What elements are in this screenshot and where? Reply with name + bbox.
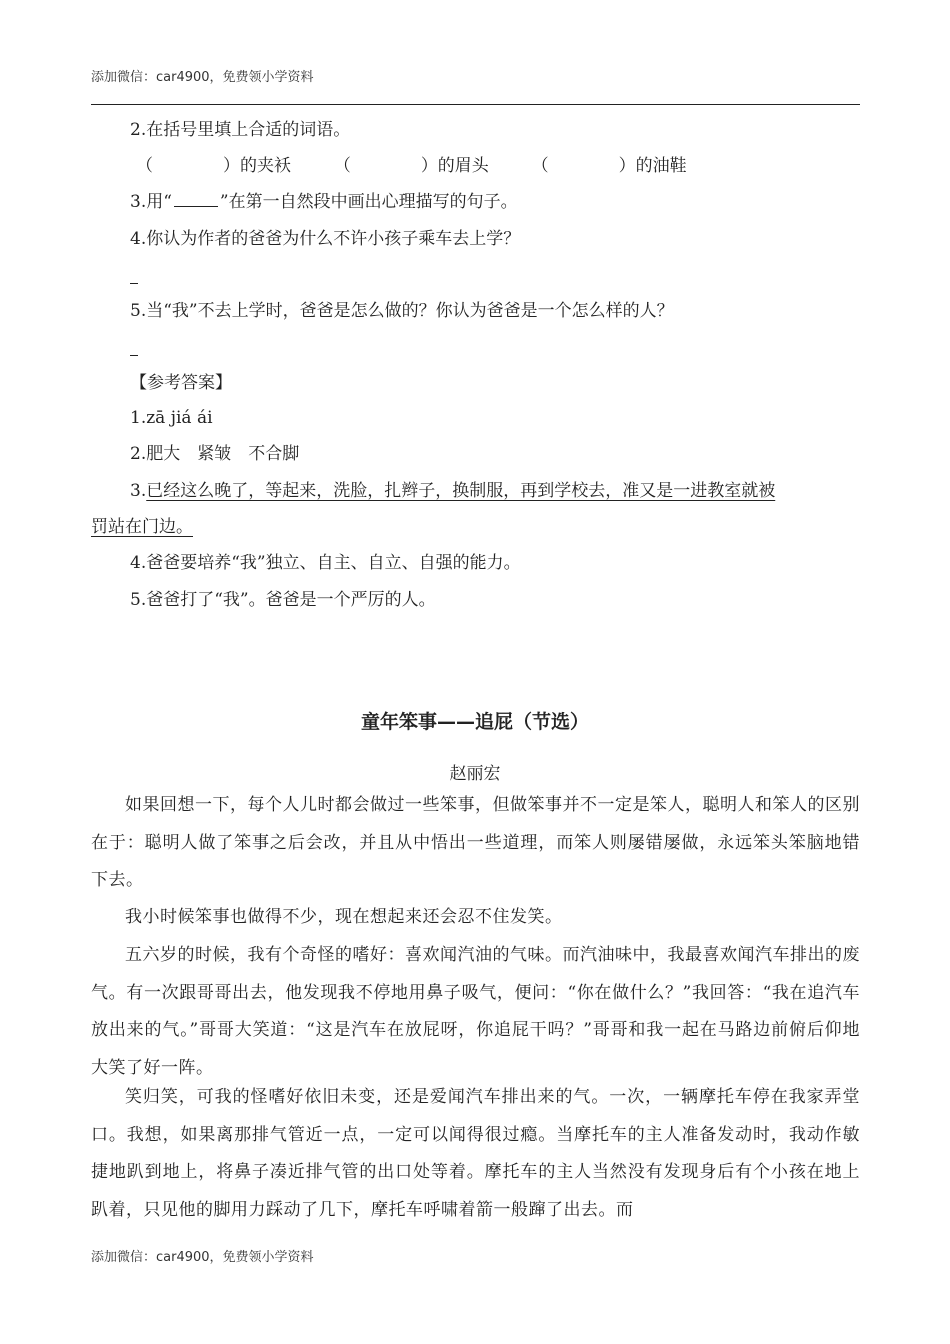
article-paragraph-4: 笑归笑，可我的怪嗜好依旧未变，还是爱闻汽车排出来的气。一次，一辆摩托车停在我家弄堂口。我想，如果离那排气管近一点，一定可以闻得很过瘾。当摩托车的主人准备发动时，我动作敏捷地趴到地上，将鼻子凑近排气管的出口处等着。摩托车的主人当然没有发现身后有个小孩在地上趴着，只见他的脚用力踩动了几下，摩托车呼啸着箭一般蹿了出去。而: [91, 1087, 860, 1220]
answer-2: 2.肥大 紧皱 不合脚: [130, 444, 300, 464]
article-paragraph-2: 我小时候笨事也做得不少，现在想起来还会忍不住发笑。: [125, 907, 563, 927]
question-3-after: ”在第一自然段中画出心理描写的句子。: [219, 192, 518, 212]
question-3: [130, 191, 518, 213]
answer-3-line-1: [130, 480, 775, 502]
article-author: 赵丽宏: [449, 764, 501, 784]
article-paragraph-3: 五六岁的时候，我有个奇怪的嗜好：喜欢闻汽油的气味。而汽油味中，我最喜欢闻汽车排出的废气。有一次跟哥哥出去，他发现我不停地用鼻子吸气，便问：“你在做什么？”我回答：“我在追汽车放出来的气。”哥哥大笑道：“这是汽车在放屁呀，你追屁干吗？”哥哥和我一起在马路边前俯后仰地大笑了好一阵。: [91, 945, 860, 1078]
blank-open-1: （: [136, 156, 153, 176]
answer-3-prefix: 3.: [130, 481, 147, 501]
answer-1: 1.zā jiá ái: [130, 408, 213, 428]
question-5: 5.当“我”不去上学时，爸爸是怎么做的？你认为爸爸是一个怎么样的人？: [130, 301, 674, 321]
answer-3-line-2: [91, 516, 193, 538]
header-note: 添加微信：car4900，免费领小学资料: [91, 70, 314, 85]
answer-line-5: [130, 340, 138, 362]
blank-item-3: ）的油鞋: [618, 156, 687, 176]
footer-note: 添加微信：car4900，免费领小学资料: [91, 1250, 314, 1265]
article-title: 童年笨事——追屁（节选）: [360, 711, 589, 733]
question-4: 4.你认为作者的爸爸为什么不许小孩子乘车去上学？: [130, 229, 521, 249]
answer-5: 5.爸爸打了“我”。爸爸是一个严厉的人。: [130, 590, 436, 610]
blank-open-3: （: [531, 156, 549, 176]
answer-4: 4.爸爸要培养“我”独立、自主、自立、自强的能力。: [130, 553, 521, 573]
answer-line-4: [130, 268, 138, 290]
blank-item-1: ）的夹袄: [223, 156, 291, 176]
question-2-blanks: [136, 155, 687, 177]
blank-open-2: （: [333, 156, 351, 176]
answer-3-text: 已经这么晚了，等起来，洗脸，扎辫子，换制服，再到学校去，准又是一进教室就被: [146, 481, 776, 501]
question-2: 2.在括号里填上合适的词语。: [130, 120, 351, 140]
article-paragraph-1: 如果回想一下，每个人儿时都会做过一些笨事，但做笨事并不一定是笨人，聪明人和笨人的区别在于：聪明人做了笨事之后会改，并且从中悟出一些道理，而笨人则屡错屡做，永远笨头笨脑地错下去。: [91, 795, 860, 890]
answers-heading: 【参考答案】: [130, 373, 232, 393]
answer-3-text-cont: 罚站在门边。: [91, 517, 193, 537]
header-divider: [91, 104, 860, 105]
question-3-before: 3.用“: [130, 192, 172, 212]
blank-item-2: ）的眉头: [420, 156, 489, 176]
underline-mark: [174, 192, 218, 207]
